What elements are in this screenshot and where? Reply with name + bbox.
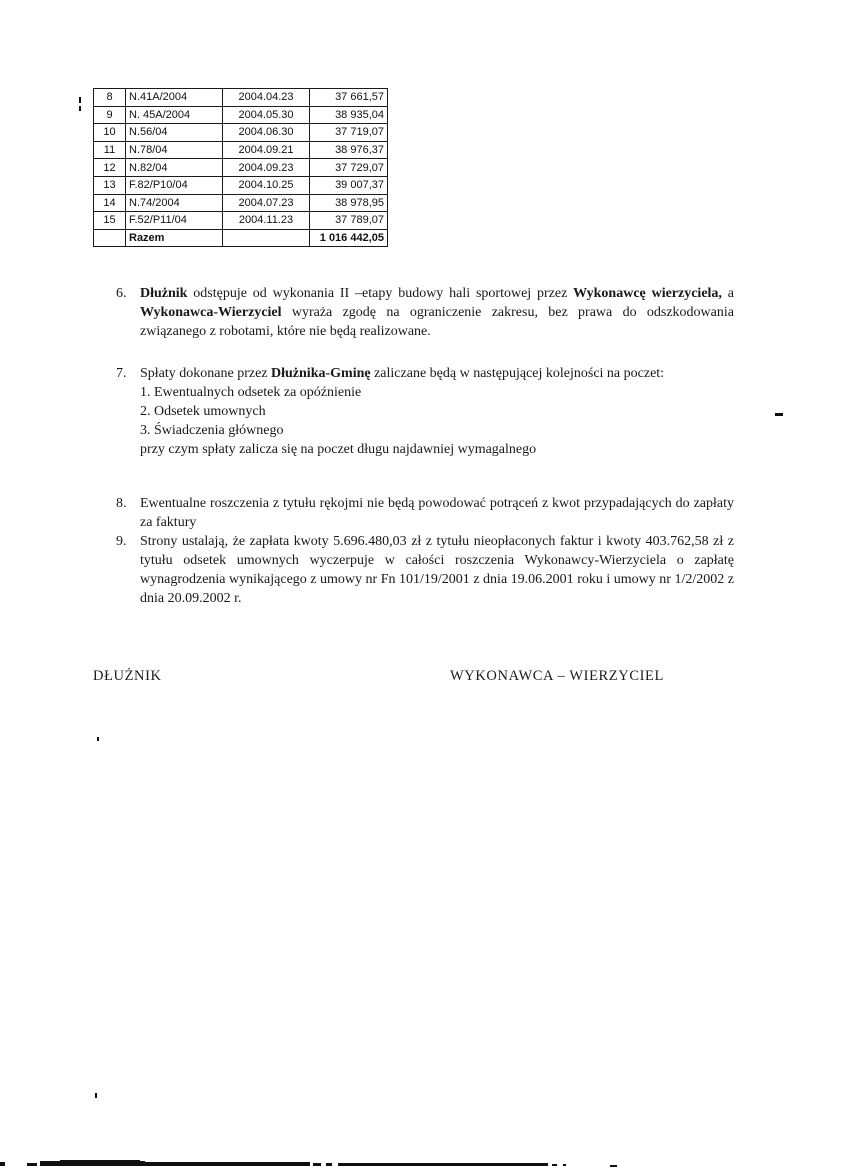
total-value-cell: 1 016 442,05: [310, 229, 388, 247]
paragraph-text: [140, 532, 734, 608]
invoice-number-cell: F.52/P11/04: [126, 212, 223, 230]
invoice-date-cell: 2004.05.30: [223, 106, 310, 124]
invoice-number-cell: N.82/04: [126, 159, 223, 177]
table-row: [94, 212, 388, 230]
scan-artifact: [313, 1163, 321, 1166]
table-row: [94, 106, 388, 124]
scan-artifact: [338, 1163, 548, 1166]
invoice-number-cell: N.56/04: [126, 124, 223, 142]
scan-artifact: [79, 97, 81, 103]
table-row: [94, 194, 388, 212]
list-line: 2. Odsetek umownych: [140, 404, 266, 419]
text-run: zaliczane będą w następującej kolejności na poczet:: [370, 366, 665, 381]
row-number-cell: 13: [94, 176, 126, 194]
table-row: [94, 141, 388, 159]
invoice-number-cell: N.78/04: [126, 141, 223, 159]
empty-cell: [94, 229, 126, 247]
bold-text-run: Wykonawcę wierzyciela,: [573, 286, 722, 301]
list-line: przy czym spłaty zalicza się na poczet długu najdawniej wymagalnego: [140, 442, 537, 457]
total-label-cell: Razem: [126, 229, 223, 247]
signature-label-contractor-creditor: WYKONAWCA – WIERZYCIEL: [450, 668, 664, 684]
scan-artifact: [27, 1163, 37, 1166]
invoice-number-cell: N.41A/2004: [126, 89, 223, 107]
invoice-date-cell: 2004.04.23: [223, 89, 310, 107]
row-number-cell: 11: [94, 141, 126, 159]
paragraph-9: [116, 532, 734, 608]
text-run: odstępuje od wykonania II –etapy budowy hali sportowej przez: [187, 286, 574, 301]
bold-text-run: Dłużnika-Gminę: [271, 366, 371, 381]
row-number-cell: 8: [94, 89, 126, 107]
row-number-cell: 10: [94, 124, 126, 142]
invoice-amount-cell: 38 978,95: [310, 194, 388, 212]
invoice-amount-cell: 37 789,07: [310, 212, 388, 230]
text-run: wyraża zgodę na ograniczenie zakresu, bez prawa do odszkodowania związanego z robotami, które nie będą realizowane.: [140, 305, 734, 339]
scan-artifact: [610, 1165, 617, 1167]
table-total-row: [94, 229, 388, 247]
invoice-date-cell: 2004.09.21: [223, 141, 310, 159]
signature-label-debtor: DŁUŻNIK: [93, 668, 162, 684]
paragraph-8: [116, 494, 734, 532]
text-run: Spłaty dokonane przez: [140, 366, 272, 381]
paragraph-number: 9.: [116, 534, 127, 549]
row-number-cell: 15: [94, 212, 126, 230]
text-run: Strony ustalają, że zapłata kwoty 5.696.480,03 zł z tytułu nieopłaconych faktur i kwoty 403.762,58 zł z tytułu odsetek umownych wyczerpuje w całości roszczenia Wykonawcy-Wierzyciela o zapłatę wynagrodzenia wynikającego z umowy nr Fn 101/19/2001 z dnia 19.06.2001 roku i umowy nr 1/2/2002 z dnia 20.09.2002 r.: [140, 534, 734, 606]
scan-artifact: [0, 1162, 5, 1166]
invoice-table-body: [94, 89, 388, 247]
table-row: [94, 159, 388, 177]
scan-artifact: [145, 1162, 310, 1166]
table-row: [94, 124, 388, 142]
invoice-table: [93, 88, 388, 247]
invoice-date-cell: 2004.06.30: [223, 124, 310, 142]
invoice-amount-cell: 37 719,07: [310, 124, 388, 142]
scan-artifact: [60, 1160, 140, 1166]
text-run: Ewentualne roszczenia z tytułu rękojmi nie będą powodować potrąceń z kwot przypadających do zapłaty za faktury: [140, 496, 734, 530]
paragraph-text: [140, 284, 734, 341]
invoice-amount-cell: 37 729,07: [310, 159, 388, 177]
invoice-date-cell: 2004.10.25: [223, 176, 310, 194]
invoice-amount-cell: 38 976,37: [310, 141, 388, 159]
table-row: [94, 89, 388, 107]
list-line: 3. Świadczenia głównego: [140, 423, 284, 438]
invoice-amount-cell: 39 007,37: [310, 176, 388, 194]
invoice-number-cell: N. 45A/2004: [126, 106, 223, 124]
row-number-cell: 12: [94, 159, 126, 177]
scan-artifact: [79, 106, 81, 111]
invoice-date-cell: 2004.07.23: [223, 194, 310, 212]
scan-artifact: [775, 413, 783, 416]
invoice-amount-cell: 37 661,57: [310, 89, 388, 107]
invoice-date-cell: 2004.09.23: [223, 159, 310, 177]
paragraph-7: [116, 364, 734, 459]
invoice-date-cell: 2004.11.23: [223, 212, 310, 230]
list-line: 1. Ewentualnych odsetek za opóźnienie: [140, 385, 362, 400]
empty-cell: [223, 229, 310, 247]
row-number-cell: 14: [94, 194, 126, 212]
text-run: a: [721, 286, 734, 301]
scan-artifact: [552, 1164, 557, 1166]
table-row: [94, 176, 388, 194]
row-number-cell: 9: [94, 106, 126, 124]
invoice-number-cell: N.74/2004: [126, 194, 223, 212]
bold-text-run: Wykonawca-Wierzyciel: [140, 305, 282, 320]
paragraph-6: [116, 284, 734, 341]
bold-text-run: Dłużnik: [140, 286, 188, 301]
paragraph-number: 7.: [116, 366, 127, 381]
invoice-number-cell: F.82/P10/04: [126, 176, 223, 194]
paragraph-text: [140, 494, 734, 532]
scan-artifact: [563, 1164, 566, 1166]
scan-artifact: [97, 737, 99, 741]
scan-artifact: [95, 1093, 97, 1098]
paragraph-number: 8.: [116, 496, 127, 511]
invoice-amount-cell: 38 935,04: [310, 106, 388, 124]
scan-artifact: [326, 1163, 332, 1166]
paragraph-text: [140, 364, 734, 459]
paragraph-number: 6.: [116, 286, 127, 301]
